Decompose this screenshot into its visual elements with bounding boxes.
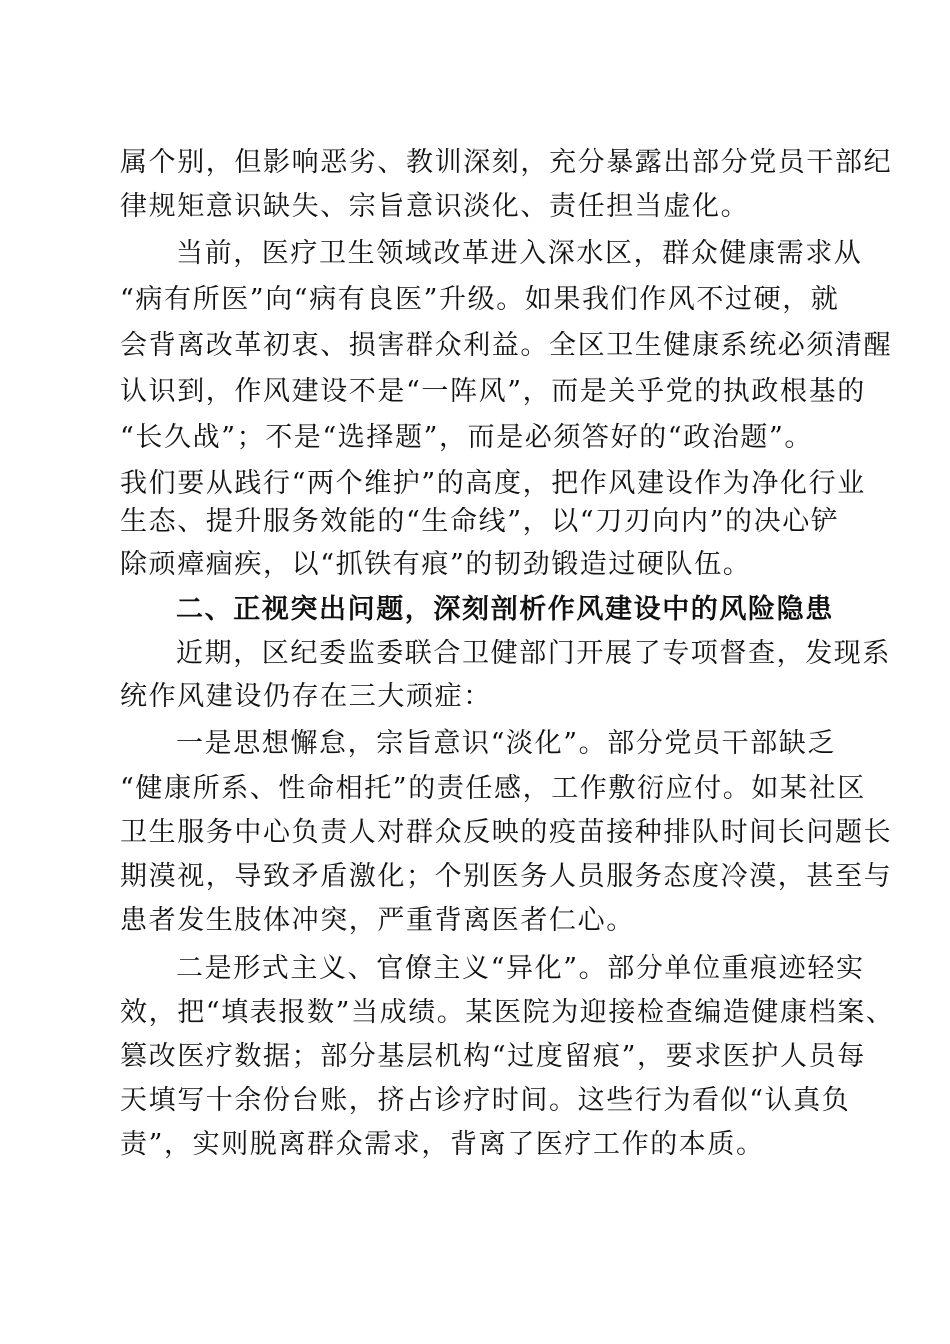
text-line [0,543,950,587]
text-line [0,767,950,811]
text-line-content: “长久战”；不是“选择题”，而是必须答好的“政治题”。 [120,422,814,453]
text-line [0,324,950,368]
text-line-content: 患者发生肢体冲突，严重背离医者仁心。 [120,905,635,936]
text-line-content: 责”，实则脱离群众需求，背离了医疗工作的本质。 [120,1129,765,1160]
text-line-content: 我们要从践行“两个维护”的高度，把作风建设作为净化行业 [120,468,866,499]
text-line-content: “健康所系、性命相托”的责任感，工作敷衍应付。如某社区 [120,773,866,804]
text-line-content: 卫生服务中心负责人对群众反映的疫苗接种排队时间长问题长 [120,817,893,848]
text-line-content: 篡改医疗数据；部分基层机构“过度留痕”，要求医护人员每 [120,1041,866,1072]
text-line-content: 天填写十余份台账，挤占诊疗时间。这些行为看似“认真负 [120,1085,851,1116]
text-line-content: 二是形式主义、官僚主义“异化”。部分单位重痕迹轻实 [176,953,865,984]
text-line-content: 统作风建设仍存在三大顽症： [120,681,492,712]
text-line-content: 属个别，但影响恶劣、教训深刻，充分暴露出部分党员干部纪 [120,147,893,178]
text-line-content: 一是思想懈怠，宗旨意识“淡化”。部分党员干部缺乏 [176,728,837,759]
section-heading [0,588,950,632]
text-line-content: “病有所医”向“病有良医”升级。如果我们作风不过硬，就 [120,284,840,315]
text-line-content: 认识到，作风建设不是“一阵风”，而是关乎党的执政根基的 [120,376,866,407]
text-line-content: 效，把“填表报数”当成绩。某医院为迎接检查编造健康档案、 [120,997,895,1028]
text-line [0,416,950,460]
text-line-content: 生态、提升服务效能的“生命线”，以“刀刃向内”的决心铲 [120,506,840,537]
text-line [0,1035,950,1079]
text-line [0,370,950,414]
paragraph-first-line [0,947,950,991]
text-line-content: 律规矩意识缺失、宗旨意识淡化、责任担当虚化。 [120,191,750,222]
text-line [0,1079,950,1123]
text-line [0,991,950,1035]
text-line [0,185,950,229]
text-line-content: 除顽瘴痼疾，以“抓铁有痕”的韧劲锻造过硬队伍。 [120,549,752,580]
text-line [0,1123,950,1167]
text-line [0,811,950,855]
paragraph-first-line [0,632,950,676]
text-line [0,855,950,899]
section-heading-text: 二、正视突出问题，深刻剖析作风建设中的风险隐患 [176,594,834,625]
text-line [0,899,950,943]
paragraph-first-line [0,722,950,766]
text-line [0,278,950,322]
text-line [0,675,950,719]
text-line [0,141,950,185]
text-line [0,500,950,544]
text-line-content: 当前，医疗卫生领域改革进入深水区，群众健康需求从 [176,238,863,269]
text-line-content: 会背离改革初衷、损害群众利益。全区卫生健康系统必须清醒 [120,330,893,361]
text-line-content: 期漠视，导致矛盾激化；个别医务人员服务态度冷漠，甚至与 [120,861,893,892]
paragraph-first-line [0,232,950,276]
text-line-content: 近期，区纪委监委联合卫健部门开展了专项督查，发现系 [176,638,891,669]
